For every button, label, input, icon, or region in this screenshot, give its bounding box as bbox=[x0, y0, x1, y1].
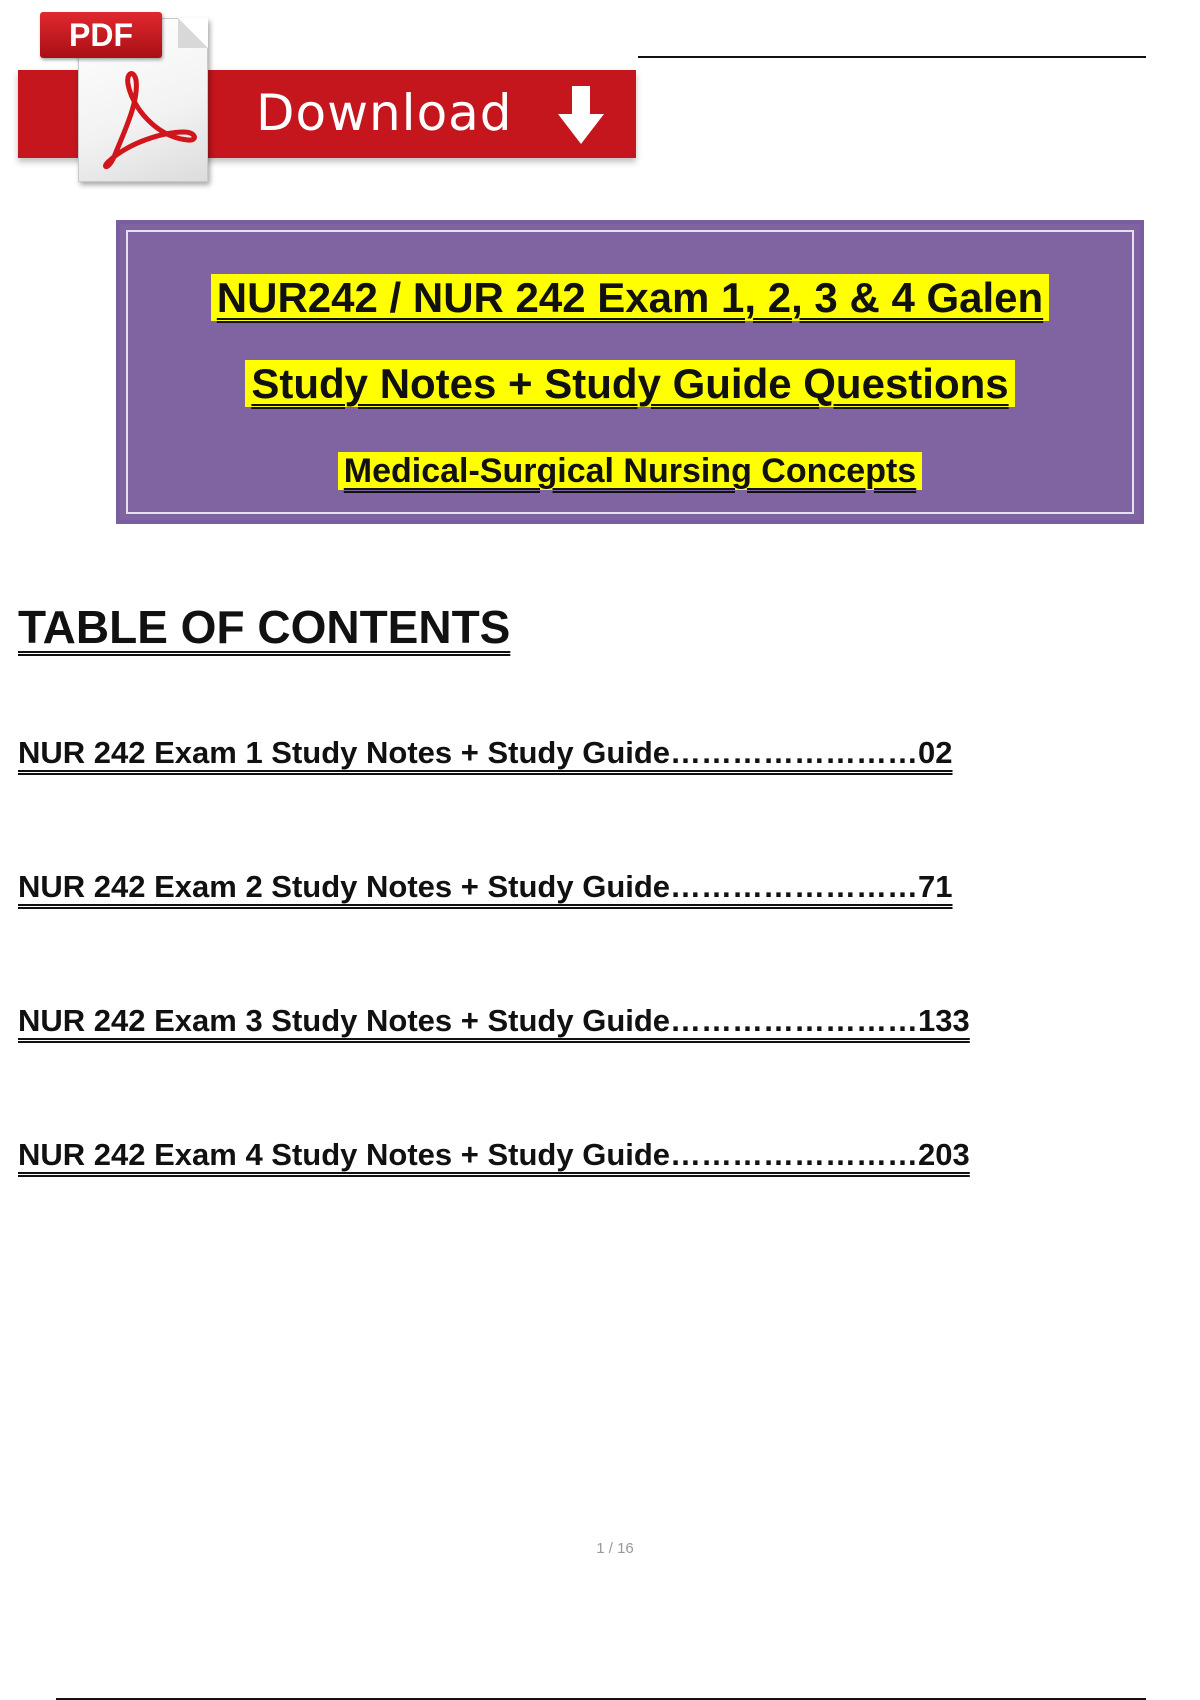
title-text-2: Study Notes + Study Guide Questions bbox=[245, 360, 1014, 407]
title-line-3 bbox=[120, 452, 1140, 491]
title-text-1: NUR242 / NUR 242 Exam 1, 2, 3 & 4 Galen bbox=[211, 274, 1049, 321]
pdf-tag: PDF bbox=[40, 12, 162, 58]
header-rule bbox=[638, 56, 1146, 58]
down-arrow-icon bbox=[556, 84, 606, 146]
download-label: Download bbox=[256, 84, 513, 142]
toc-entry-exam-1[interactable]: NUR 242 Exam 1 Study Notes + Study Guide……………………02 bbox=[18, 735, 953, 770]
title-line-2 bbox=[120, 360, 1140, 408]
acrobat-logo-icon bbox=[84, 62, 200, 172]
toc-entry-exam-3[interactable]: NUR 242 Exam 3 Study Notes + Study Guide……………………133 bbox=[18, 1003, 970, 1038]
title-line-1 bbox=[120, 274, 1140, 322]
toc-heading: TABLE OF CONTENTS bbox=[18, 601, 511, 653]
subtitle-text: Medical-Surgical Nursing Concepts bbox=[338, 452, 922, 490]
title-box bbox=[116, 220, 1144, 524]
toc-entry-exam-4[interactable]: NUR 242 Exam 4 Study Notes + Study Guide……………………203 bbox=[18, 1137, 970, 1172]
toc-entry-exam-2[interactable]: NUR 242 Exam 2 Study Notes + Study Guide……………………71 bbox=[18, 869, 953, 904]
page-indicator: 1 / 16 bbox=[596, 1540, 634, 1557]
pdf-file-icon[interactable] bbox=[18, 6, 198, 182]
